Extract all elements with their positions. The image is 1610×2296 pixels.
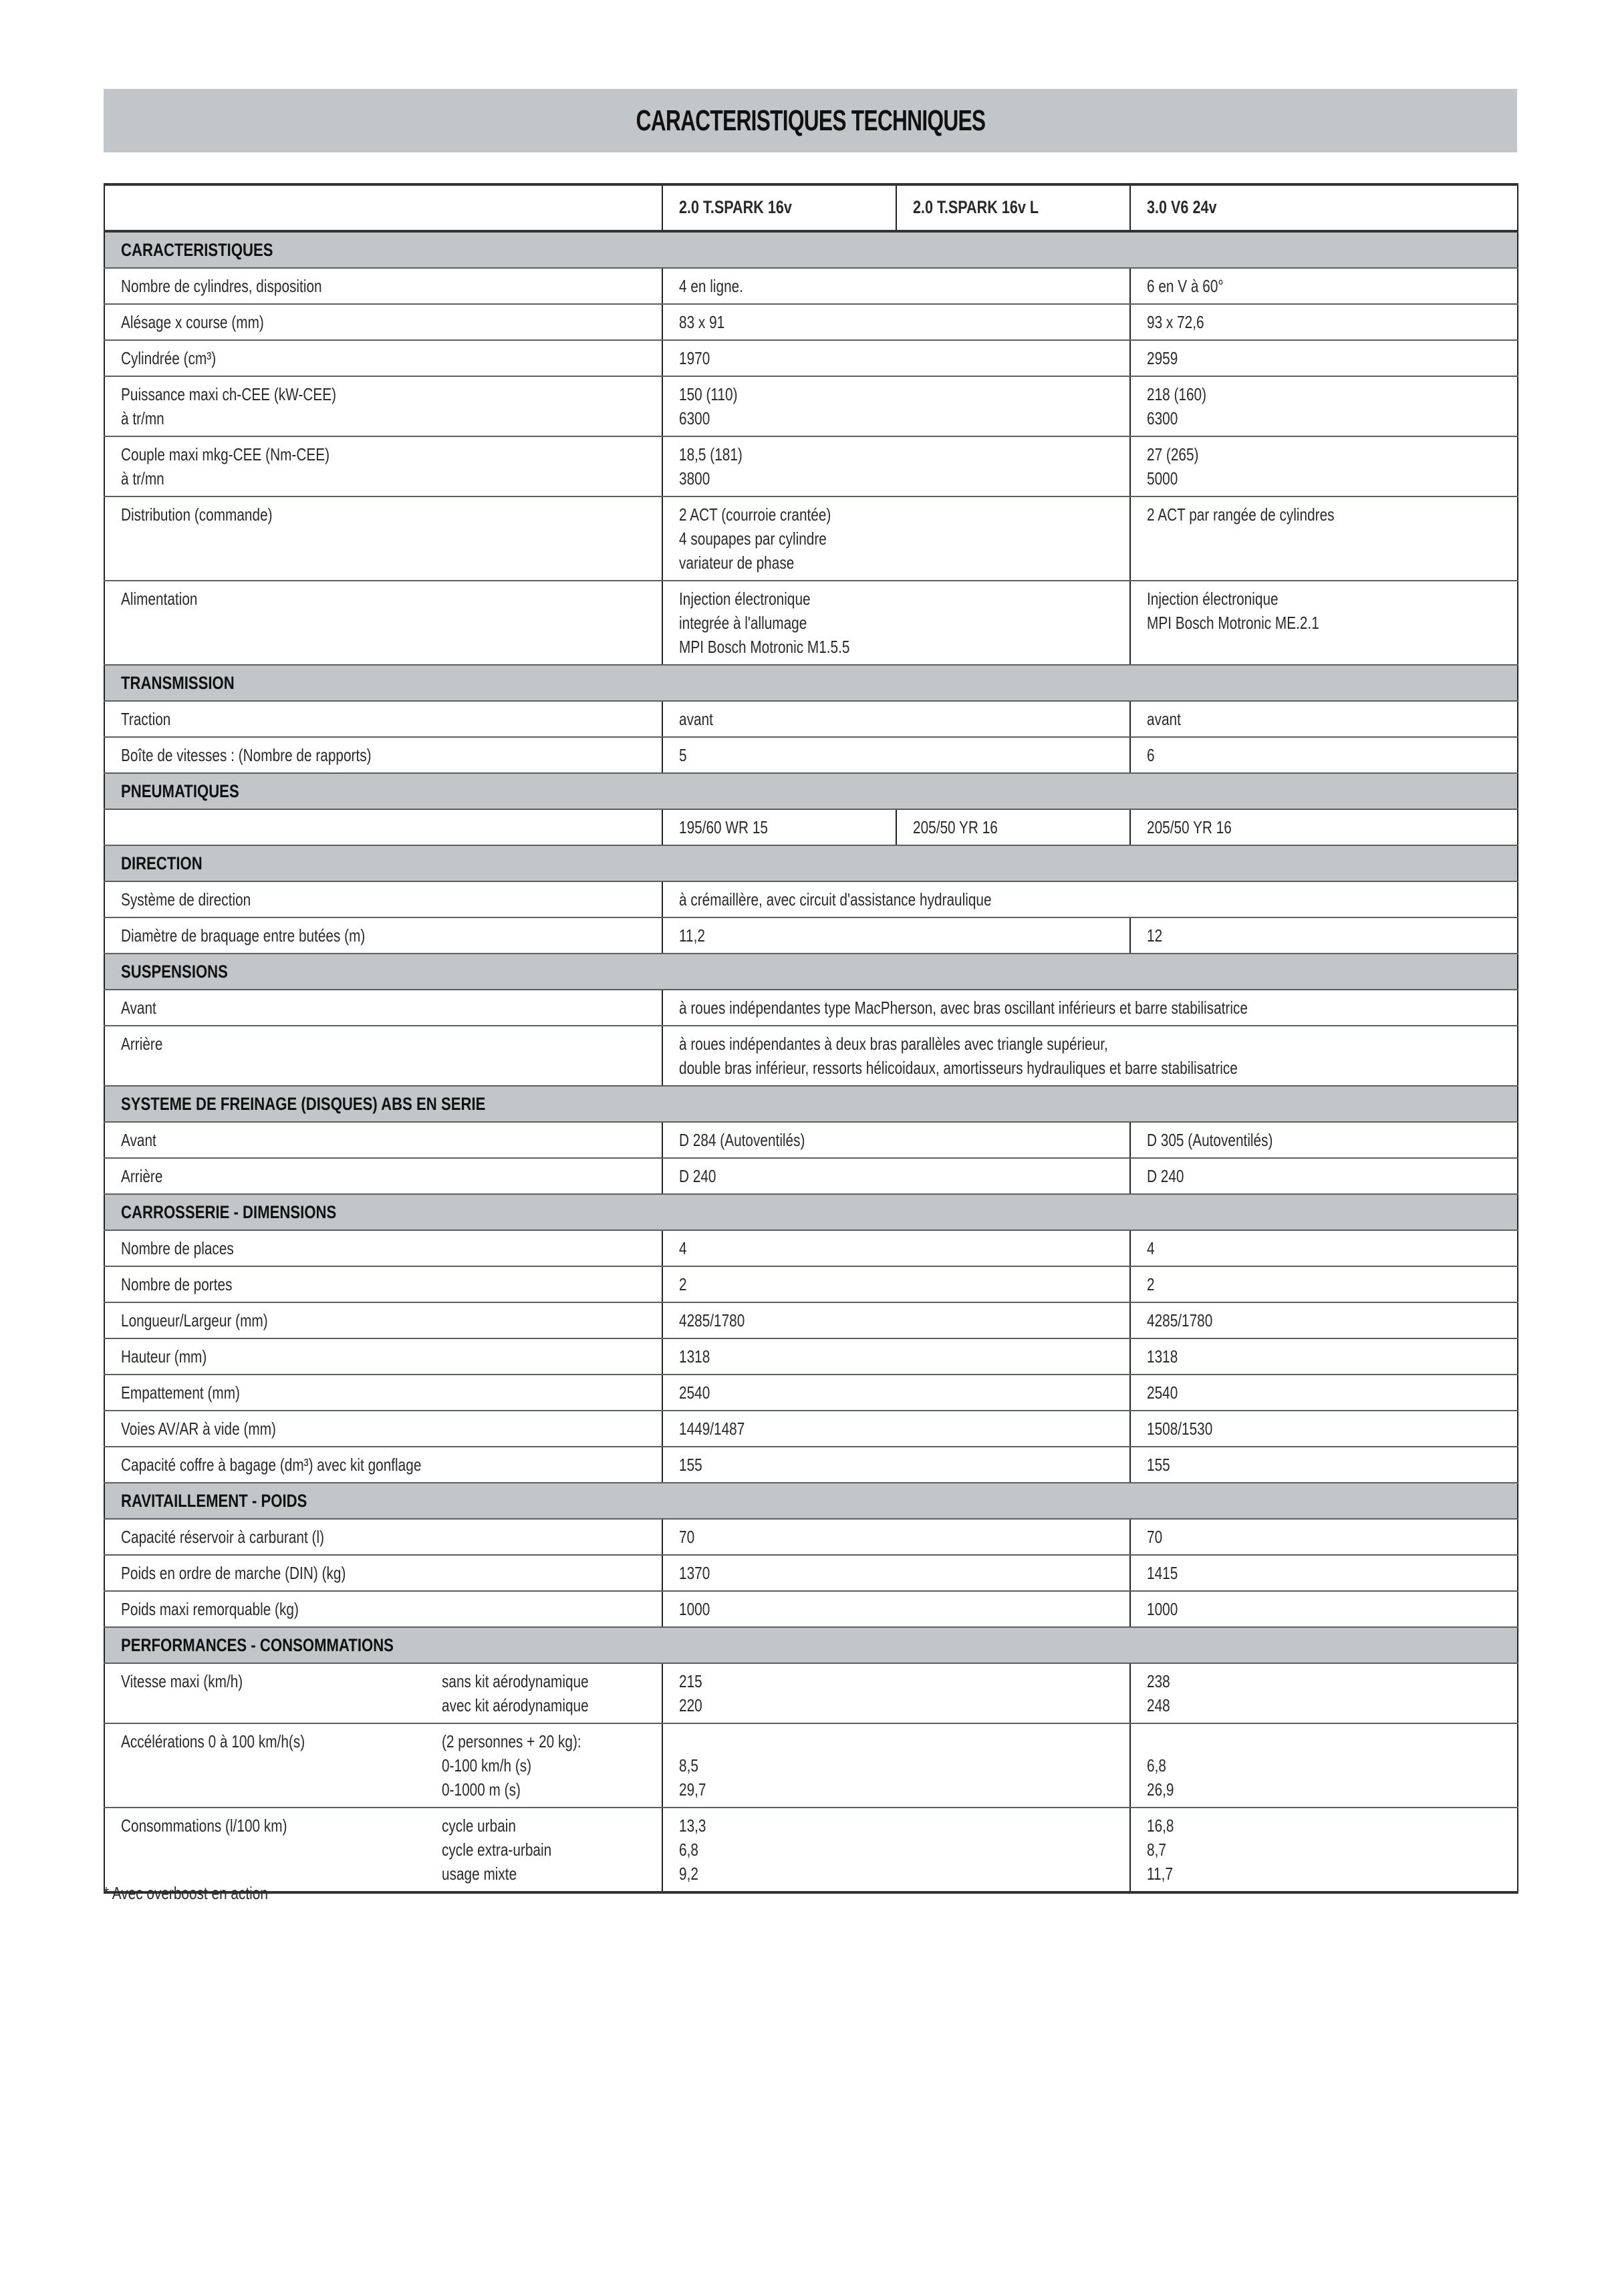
value-text: 2959 (1147, 348, 1178, 368)
value-cell-1-2 (662, 581, 1130, 665)
row-label-wrap (121, 996, 662, 1020)
table-row (104, 436, 1518, 496)
value-text: 4 (679, 1238, 687, 1258)
section-header-cell (104, 665, 1518, 701)
value-text: 6,8 26,9 (1147, 1755, 1174, 1800)
value-cell-1-2 (662, 1122, 1130, 1158)
value-cell-3 (1130, 496, 1518, 581)
row-label-wrap (121, 1381, 662, 1405)
table-row (104, 1338, 1518, 1375)
table-row (104, 1158, 1518, 1194)
section-header-direction (104, 845, 1518, 881)
table-row (104, 1519, 1518, 1555)
value-cell-3 (1130, 1591, 1518, 1627)
value-text: 5 (679, 745, 687, 765)
row-label-cell (104, 304, 662, 340)
row-label: Capacité coffre à bagage (dm³) avec kit gonflage (121, 1455, 422, 1475)
row-label-wrap (121, 1164, 662, 1188)
value-cell-1-2 (662, 1158, 1130, 1194)
row-label: Nombre de portes (121, 1274, 233, 1294)
value-text: 93 x 72,6 (1147, 312, 1204, 332)
page-title: CARACTERISTIQUES TECHNIQUES (636, 104, 985, 137)
row-label-wrap (121, 382, 662, 430)
value-text: 1000 (1147, 1599, 1178, 1619)
row-label-cell (104, 737, 662, 773)
row-label-wrap (121, 1561, 662, 1585)
section-header-transmission (104, 665, 1518, 701)
value-cell-3 (1130, 809, 1518, 845)
row-label-cell (104, 1266, 662, 1302)
value-text: à roues indépendantes type MacPherson, avec bras oscillant inférieurs et barre stabilisatrice (679, 998, 1248, 1018)
value-text: 4285/1780 (1147, 1310, 1213, 1330)
table-row (104, 304, 1518, 340)
value-text: D 240 (1147, 1166, 1184, 1186)
table-row (104, 1663, 1518, 1723)
row-label: Empattement (mm) (121, 1383, 240, 1403)
section-title: RAVITAILLEMENT - POIDS (121, 1491, 307, 1511)
row-label-cell (104, 1338, 662, 1375)
value-text: avant (679, 709, 713, 729)
value-cell-3 (1130, 340, 1518, 376)
row-label-cell (104, 581, 662, 665)
section-header-suspensions (104, 954, 1518, 990)
row-label-wrap (121, 274, 662, 298)
value-cell-1-2 (662, 917, 1130, 954)
value-cell-1-2 (662, 701, 1130, 737)
row-label-wrap (121, 1453, 662, 1477)
table-row (104, 581, 1518, 665)
value-text: 155 (679, 1455, 702, 1475)
section-title: PNEUMATIQUES (121, 781, 239, 801)
value-cell-1-2 (662, 1447, 1130, 1483)
row-label: Nombre de places (121, 1238, 234, 1258)
table-row (104, 1266, 1518, 1302)
row-label-cell (104, 1808, 662, 1892)
row-label-wrap (121, 442, 662, 490)
value-text: 2540 (679, 1383, 710, 1403)
row-label-cell (104, 1158, 662, 1194)
value-text: 13,3 6,8 9,2 (679, 1816, 706, 1884)
value-text: à roues indépendantes à deux bras parallèles avec triangle supérieur, double bras inférieur, ressorts hélicoidaux, amortisseurs hydrauliques et barre stabilisatrice (679, 1034, 1238, 1078)
row-label: Alésage x course (mm) (121, 312, 264, 332)
row-label-wrap (121, 887, 662, 911)
row-label-wrap (121, 587, 662, 611)
row-label-cell (104, 1122, 662, 1158)
value-cell-1-2 (662, 737, 1130, 773)
table-row (104, 881, 1518, 917)
row-label-wrap (121, 1597, 662, 1621)
value-text: à crémaillère, avec circuit d'assistance hydraulique (679, 889, 992, 909)
value-cell-2 (896, 809, 1130, 845)
value-text: 2 (1147, 1274, 1155, 1294)
section-header-ravitaillement (104, 1483, 1518, 1519)
value-text: 70 (679, 1527, 695, 1547)
row-label: Système de direction (121, 889, 251, 909)
value-text: 2 (679, 1274, 687, 1294)
value-text: 8,5 29,7 (679, 1755, 706, 1800)
row-label: Arrière (121, 1166, 163, 1186)
row-label-wrap (121, 1308, 662, 1332)
value-cell-3 (1130, 581, 1518, 665)
row-label-cell (104, 1519, 662, 1555)
value-cell-1-2 (662, 1591, 1130, 1627)
row-label: Couple maxi mkg-CEE (Nm-CEE) à tr/mn (121, 444, 330, 488)
value-text: 70 (1147, 1527, 1163, 1547)
value-cell-3 (1130, 376, 1518, 436)
table-row (104, 1555, 1518, 1591)
row-label-cell (104, 436, 662, 496)
row-label-cell (104, 809, 662, 845)
row-label-cell (104, 701, 662, 737)
value-cell-3 (1130, 917, 1518, 954)
value-text: 215 220 (679, 1671, 702, 1715)
value-cell-1-2 (662, 1808, 1130, 1892)
row-label-cell (104, 1302, 662, 1338)
value-text: 6 en V à 60° (1147, 276, 1224, 296)
table-row (104, 340, 1518, 376)
column-header-label: 2.0 T.SPARK 16v L (913, 197, 1039, 217)
row-label-wrap (121, 1729, 662, 1800)
table-row (104, 376, 1518, 436)
row-label-wrap (121, 1417, 662, 1441)
value-cell-3 (1130, 1555, 1518, 1591)
row-label-cell (104, 376, 662, 436)
value-text: 4 en ligne. (679, 276, 743, 296)
row-label-wrap (121, 1669, 662, 1715)
row-label-cell (104, 990, 662, 1026)
value-text: 2 ACT (courroie crantée) 4 soupapes par cylindre variateur de phase (679, 505, 831, 573)
column-header-2 (896, 184, 1130, 231)
section-header-cell (104, 1194, 1518, 1230)
row-label-cell (104, 496, 662, 581)
value-text: 4285/1780 (679, 1310, 745, 1330)
value-cell-1-2 (662, 1375, 1130, 1411)
value-cell-3 (1130, 1375, 1518, 1411)
value-text: 1318 (679, 1346, 710, 1367)
section-header-cell (104, 773, 1518, 809)
section-title: TRANSMISSION (121, 673, 235, 693)
row-label: Traction (121, 709, 171, 729)
section-title: CARACTERISTIQUES (121, 240, 273, 260)
row-label-cell (104, 1555, 662, 1591)
row-label-wrap (121, 310, 662, 334)
value-cell-1-2 (662, 1555, 1130, 1591)
value-text: 1970 (679, 348, 710, 368)
row-sublabel: (2 personnes + 20 kg): 0-100 km/h (s) 0-1000 m (s) (442, 1731, 581, 1800)
section-header-cell (104, 1086, 1518, 1122)
row-label-wrap (121, 1032, 662, 1056)
value-cell-3 (1130, 1122, 1518, 1158)
value-cell-3 (1130, 1411, 1518, 1447)
table-row (104, 990, 1518, 1026)
value-cell-1-2 (662, 436, 1130, 496)
value-cell-3 (1130, 1808, 1518, 1892)
value-cell-3 (1130, 1266, 1518, 1302)
section-title: SYSTEME DE FREINAGE (DISQUES) ABS EN SERIE (121, 1094, 486, 1114)
row-label: Diamètre de braquage entre butées (m) (121, 925, 366, 946)
value-text: 205/50 YR 16 (1147, 817, 1232, 837)
table-row (104, 1591, 1518, 1627)
value-text: 1415 (1147, 1563, 1178, 1583)
section-header-carrosserie (104, 1194, 1518, 1230)
value-text: 238 248 (1147, 1671, 1170, 1715)
section-title: SUSPENSIONS (121, 962, 228, 982)
value-cell-1-2 (662, 1723, 1130, 1808)
table-row (104, 917, 1518, 954)
value-cell-1-2 (662, 496, 1130, 581)
value-text: 4 (1147, 1238, 1155, 1258)
value-cell-3 (1130, 1519, 1518, 1555)
row-label-wrap (121, 1128, 662, 1152)
row-label-cell (104, 340, 662, 376)
table-row (104, 1026, 1518, 1086)
value-text: D 284 (Autoventilés) (679, 1130, 805, 1150)
value-cell-1-2 (662, 268, 1130, 304)
row-label: Alimentation (121, 589, 198, 609)
header-empty-cell (104, 184, 662, 231)
value-text: 195/60 WR 15 (679, 817, 768, 837)
row-label: Avant (121, 998, 156, 1018)
row-label: Poids maxi remorquable (kg) (121, 1599, 299, 1619)
row-label-wrap (121, 346, 662, 370)
table-row (104, 1447, 1518, 1483)
column-header-label: 3.0 V6 24v (1147, 197, 1217, 217)
value-cell-3 (1130, 1338, 1518, 1375)
row-label-wrap (121, 815, 662, 839)
row-label-wrap (121, 503, 662, 527)
row-label: Poids en ordre de marche (DIN) (kg) (121, 1563, 346, 1583)
section-header-caracteristiques (104, 231, 1518, 268)
section-header-cell (104, 231, 1518, 268)
value-cell-3 (1130, 1447, 1518, 1483)
value-text: 12 (1147, 925, 1163, 946)
row-label-wrap (121, 1525, 662, 1549)
row-label-cell (104, 1026, 662, 1086)
value-text: 1370 (679, 1563, 710, 1583)
table-row (104, 496, 1518, 581)
row-label: Boîte de vitesses : (Nombre de rapports) (121, 745, 372, 765)
row-label-wrap (121, 923, 662, 948)
value-cell-3 (1130, 1230, 1518, 1266)
row-label-cell (104, 1723, 662, 1808)
row-label: Longueur/Largeur (mm) (121, 1310, 268, 1330)
row-label-cell (104, 1375, 662, 1411)
section-header-pneumatiques (104, 773, 1518, 809)
value-cell-3 (1130, 1663, 1518, 1723)
table-row (104, 809, 1518, 845)
value-text: 218 (160) 6300 (1147, 384, 1207, 428)
value-cell-1-2 (662, 1338, 1130, 1375)
value-text: 1318 (1147, 1346, 1178, 1367)
value-cell-1-2 (662, 1266, 1130, 1302)
value-cell-1-2 (662, 304, 1130, 340)
section-header-cell (104, 1627, 1518, 1663)
row-sublabel: cycle urbain cycle extra-urbain usage mixte (442, 1816, 552, 1884)
value-text: 2 ACT par rangée de cylindres (1147, 505, 1335, 525)
row-label: Puissance maxi ch-CEE (kW-CEE) à tr/mn (121, 384, 337, 428)
section-title: DIRECTION (121, 853, 203, 873)
value-cell-1-2 (662, 376, 1130, 436)
value-cell-3 (1130, 1158, 1518, 1194)
value-cell-1-2 (662, 1230, 1130, 1266)
value-text: 1000 (679, 1599, 710, 1619)
value-text: 16,8 8,7 11,7 (1147, 1816, 1174, 1884)
table-row (104, 1375, 1518, 1411)
value-text: 83 x 91 (679, 312, 725, 332)
value-cell-1-2 (662, 1411, 1130, 1447)
row-label: Avant (121, 1130, 156, 1150)
value-cell-1 (662, 809, 896, 845)
value-text: 18,5 (181) 3800 (679, 444, 743, 488)
row-label: Consommations (l/100 km) (121, 1816, 287, 1836)
row-label-wrap (121, 1272, 662, 1296)
page-title-bar (104, 89, 1517, 152)
value-cell-1-2 (662, 1302, 1130, 1338)
row-label: Hauteur (mm) (121, 1346, 207, 1367)
section-header-cell (104, 845, 1518, 881)
table-row (104, 1302, 1518, 1338)
value-cell-3 (1130, 701, 1518, 737)
value-text: Injection électronique integrée à l'allumage MPI Bosch Motronic M1.5.5 (679, 589, 850, 657)
section-title: CARROSSERIE - DIMENSIONS (121, 1202, 337, 1222)
table-row (104, 1808, 1518, 1892)
table-row (104, 1122, 1518, 1158)
value-text: avant (1147, 709, 1181, 729)
value-cell-3 (1130, 268, 1518, 304)
footnote (104, 1883, 309, 1904)
row-label: Capacité réservoir à carburant (l) (121, 1527, 325, 1547)
row-label-wrap (121, 743, 662, 767)
column-header-1 (662, 184, 896, 231)
table-row (104, 1411, 1518, 1447)
row-label-wrap (121, 1236, 662, 1260)
section-header-freinage (104, 1086, 1518, 1122)
value-text: 155 (1147, 1455, 1170, 1475)
spec-table (104, 183, 1518, 1894)
value-text: D 240 (679, 1166, 716, 1186)
footnote-text: * Avec overboost en action (104, 1883, 268, 1903)
table-row (104, 701, 1518, 737)
row-label: Cylindrée (cm³) (121, 348, 217, 368)
row-label-cell (104, 1230, 662, 1266)
value-cell-all (662, 990, 1518, 1026)
table-row (104, 1230, 1518, 1266)
row-label: Distribution (commande) (121, 505, 273, 525)
column-header-label: 2.0 T.SPARK 16v (679, 197, 792, 217)
row-label-cell (104, 1663, 662, 1723)
column-header-3 (1130, 184, 1518, 231)
row-label-cell (104, 268, 662, 304)
table-row (104, 1723, 1518, 1808)
value-text: 27 (265) 5000 (1147, 444, 1199, 488)
value-text: 11,2 (679, 925, 705, 946)
value-cell-all (662, 881, 1518, 917)
row-label-wrap (121, 1814, 662, 1884)
row-label: Arrière (121, 1034, 163, 1054)
row-label-cell (104, 881, 662, 917)
row-label-cell (104, 917, 662, 954)
table-row (104, 737, 1518, 773)
value-cell-3 (1130, 1723, 1518, 1808)
row-label-cell (104, 1591, 662, 1627)
row-label-wrap (121, 707, 662, 731)
row-label-cell (104, 1411, 662, 1447)
value-text: 2540 (1147, 1383, 1178, 1403)
section-title: PERFORMANCES - CONSOMMATIONS (121, 1635, 394, 1655)
value-cell-3 (1130, 737, 1518, 773)
value-text: Injection électronique MPI Bosch Motronic ME.2.1 (1147, 589, 1319, 633)
row-label: Accélérations 0 à 100 km/h(s) (121, 1731, 305, 1751)
row-label: Nombre de cylindres, disposition (121, 276, 322, 296)
row-sublabel: sans kit aérodynamique avec kit aérodynamique (442, 1671, 589, 1715)
value-cell-3 (1130, 304, 1518, 340)
value-text: 1449/1487 (679, 1419, 745, 1439)
table-row (104, 268, 1518, 304)
value-cell-all (662, 1026, 1518, 1086)
row-label-wrap (121, 1344, 662, 1369)
value-text: 150 (110) 6300 (679, 384, 738, 428)
section-header-cell (104, 954, 1518, 990)
value-text: 205/50 YR 16 (913, 817, 998, 837)
value-text: D 305 (Autoventilés) (1147, 1130, 1273, 1150)
row-label: Vitesse maxi (km/h) (121, 1671, 243, 1691)
value-cell-3 (1130, 1302, 1518, 1338)
row-label-cell (104, 1447, 662, 1483)
section-header-cell (104, 1483, 1518, 1519)
row-label: Voies AV/AR à vide (mm) (121, 1419, 276, 1439)
value-cell-1-2 (662, 1519, 1130, 1555)
column-header-row (104, 184, 1518, 231)
value-cell-1-2 (662, 1663, 1130, 1723)
value-cell-3 (1130, 436, 1518, 496)
section-header-performances (104, 1627, 1518, 1663)
value-text: 1508/1530 (1147, 1419, 1213, 1439)
value-cell-1-2 (662, 340, 1130, 376)
value-text: 6 (1147, 745, 1155, 765)
